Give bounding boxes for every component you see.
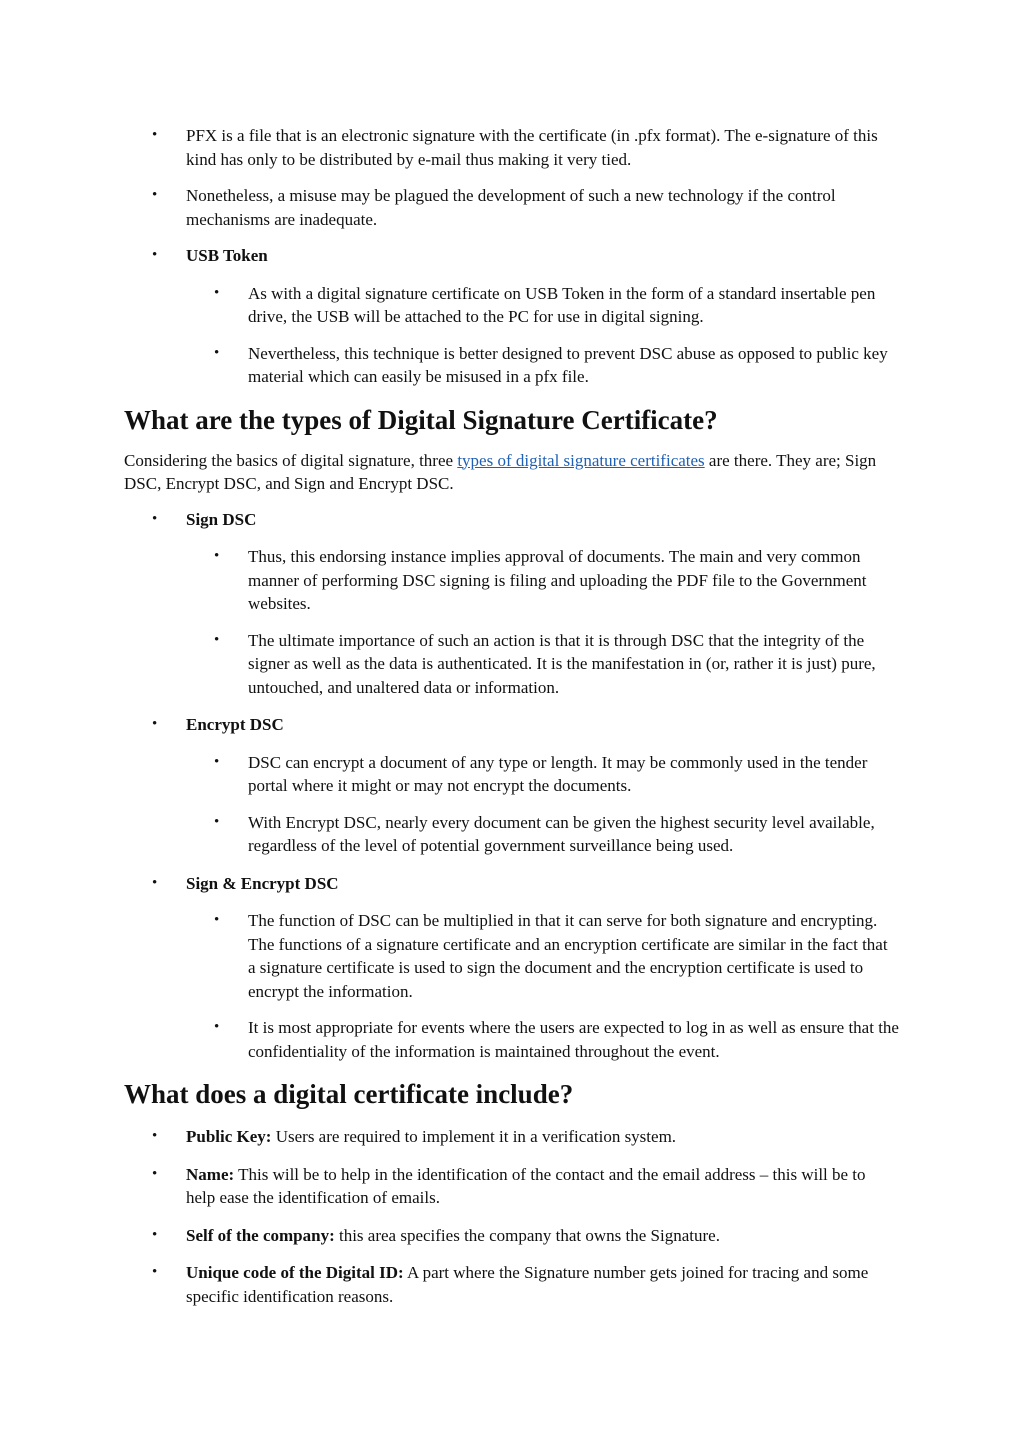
- term: Public Key:: [186, 1127, 272, 1146]
- includes-list: [124, 1125, 899, 1308]
- document-page: [124, 120, 899, 1322]
- sign-dsc-title: Sign DSC: [186, 509, 257, 529]
- types-list: [124, 508, 899, 1064]
- sign-encrypt-dsc-sublist: [124, 909, 899, 1063]
- list-item: • PFX is a file that is an electronic signature with the certificate (in .pfx format). The e-signature of this kind has only to be distributed by e-mail thus making it very tied.: [62, 124, 899, 171]
- list-item: • DSC can encrypt a document of any type or length. It may be commonly used in the tender portal where it might or may not encrypt the documents.: [124, 751, 899, 798]
- usb-token-sublist: [124, 282, 899, 389]
- encrypt-dsc-title: Encrypt DSC: [186, 715, 284, 734]
- intro-text-after: are there. They are; Sign DSC, Encrypt DSC, and Sign and Encrypt DSC.: [124, 450, 877, 493]
- pfx-details-list: [62, 124, 899, 231]
- term: Unique code of the Digital ID:: [186, 1263, 404, 1282]
- sign-encrypt-dsc-title: Sign & Encrypt DSC: [186, 873, 339, 893]
- list-item-sign-dsc: [124, 508, 899, 700]
- list-item: • As with a digital signature certificate on USB Token in the form of a standard insertable pen drive, the USB will be attached to the PC for use in digital signing.: [124, 282, 899, 329]
- types-link[interactable]: types of digital signature certificates: [457, 450, 705, 470]
- definition: this area specifies the company that owns the Signature.: [334, 1225, 720, 1245]
- types-heading: What are the types of Digital Signature Certificate?: [124, 404, 718, 435]
- list-item: • The function of DSC can be multiplied in that it can serve for both signature and encrypting. The functions of a signature certificate and an encryption certificate are similar in the fact that a signature certificate is used to sign the document and the encryption certificate is used to encrypt the information.: [124, 909, 899, 1003]
- definition: This will be to help in the identification of the contact and the email address – this will be to help ease the identification of emails.: [186, 1164, 866, 1207]
- types-intro: [124, 449, 899, 496]
- list-item: • Thus, this endorsing instance implies approval of documents. The main and very common manner of performing DSC signing is filing and uploading the PDF file to the Government websites.: [124, 545, 899, 616]
- intro-text-before: Considering the basics of digital signature, three: [124, 450, 458, 470]
- list-item-unique-code: [124, 1261, 899, 1308]
- list-item-usb-token: [124, 244, 899, 389]
- encrypt-dsc-sublist: [124, 751, 899, 858]
- usb-token-title: USB Token: [186, 246, 268, 265]
- list-item: • Nevertheless, this technique is better designed to prevent DSC abuse as opposed to public key material which can easily be misused in a pfx file.: [124, 342, 899, 389]
- list-item-self-of-company: [124, 1224, 899, 1248]
- usb-token-list: [124, 244, 899, 389]
- list-item-public-key: [124, 1125, 899, 1149]
- definition: A part where the Signature number gets joined for tracing and some specific identification reasons.: [186, 1263, 869, 1306]
- includes-heading: What does a digital certificate include?: [124, 1079, 574, 1109]
- term: Self of the company:: [186, 1225, 335, 1245]
- definition: Users are required to implement it in a verification system.: [271, 1127, 677, 1146]
- list-item-name: [124, 1163, 899, 1210]
- list-item: • Nonetheless, a misuse may be plagued the development of such a new technology if the control mechanisms are inadequate.: [62, 184, 899, 231]
- term: Name:: [186, 1164, 235, 1184]
- list-item-sign-encrypt-dsc: [124, 872, 899, 1064]
- list-item: • It is most appropriate for events where the users are expected to log in as well as ensure that the confidentiality of the information is maintained throughout the event.: [124, 1016, 899, 1063]
- list-item-encrypt-dsc: [124, 713, 899, 858]
- list-item: • The ultimate importance of such an action is that it is through DSC that the integrity of the signer as well as the data is authenticated. It is the manifestation in (or, rather it is just) pure, untouched, and unaltered data or information.: [124, 629, 899, 700]
- sign-dsc-sublist: [124, 545, 899, 699]
- list-item: • With Encrypt DSC, nearly every document can be given the highest security level available, regardless of the level of potential government surveillance being used.: [124, 811, 899, 858]
